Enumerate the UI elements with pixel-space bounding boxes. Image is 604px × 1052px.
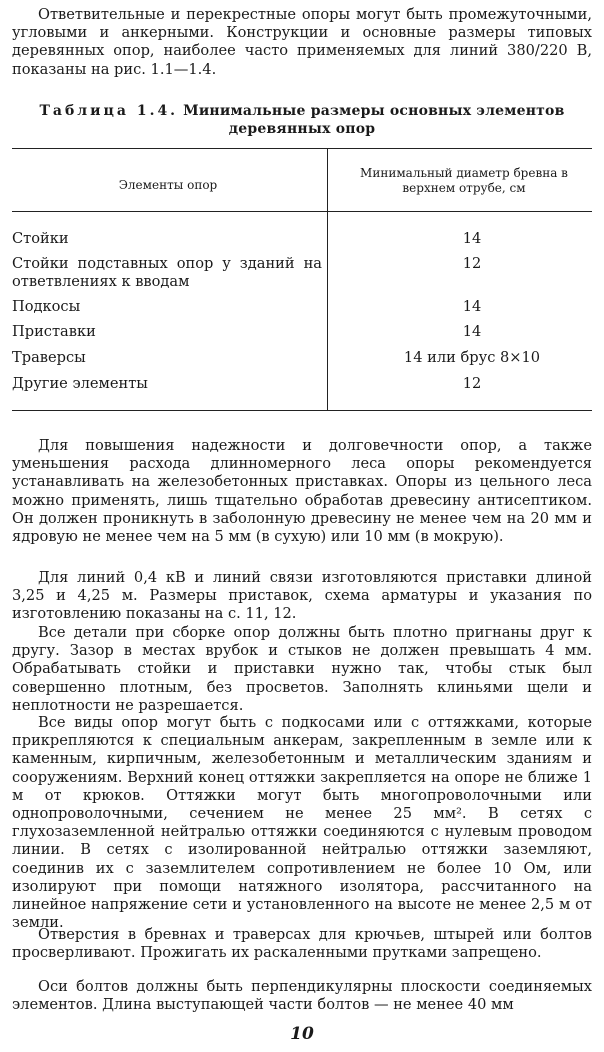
table-cell-element: Подкосы (12, 298, 81, 315)
body-paragraph: Отверстия в бревнах и траверсах для крючьев, штырей или болтов просверливают. Прожигать их раскаленными прутками запрещено. (12, 926, 592, 962)
table-cell-diameter: 14 (462, 323, 482, 340)
body-paragraph: Все виды опор могут быть с подкосами или с оттяжками, которые прикрепляются к специальным анкерам, закрепленным в земле или к каменным, кирпичным, железобетонным и металлическим зданиям и сооружениям. Верхний конец оттяжки закрепляется на опоре не ближе 1 м от крюков. Оттяжки могут быть многопроволочными или однопроволочными, сечением не менее 25 мм². В сетях с глухозаземленной нейтралью оттяжки соединяются с нулевым проводом линии. В сетях с изолированной нейтралью оттяжки заземляют, соединив их с заземлителем сопротивлением не более 10 Ом, или изолируют при помощи натяжного изолятора, рассчитанного на линейное напряжение сети и установленного на высоте не менее 2,5 м от земли. (12, 714, 592, 932)
table-caption (20, 102, 584, 138)
body-paragraph: Все детали при сборке опор должны быть плотно пригнаны друг к другу. Зазор в местах врубок и стыков не должен превышать 4 мм. Обрабатывать стойки и приставки нужно так, чтобы стык был совершенно плотным, без просветов. Заполнять клиньями щели и неплотности не разрешается. (12, 624, 592, 714)
table-header-diameter: Минимальный диаметр бревна в верхнем отрубе, см (360, 166, 568, 195)
intro-paragraph: Ответвительные и перекрестные опоры могут быть промежуточными, угловыми и анкерными. Конструкции и основные размеры типовых деревянных опор, наиболее часто применяемых для линий 380/220 В, показаны на рис. 1.1—1.4. (12, 6, 592, 78)
body-paragraph: Для повышения надежности и долговечности опор, а также уменьшения расхода длинномерного леса опоры рекомендуется устанавливать на железобетонных приставках. Опоры из цельного леса можно применять, лишь тщательно обработав древесину антисептиком. Он должен проникнуть в заболонную древесину не менее чем на 20 мм и ядровую не менее чем на 5 мм (в сухую) или 10 мм (в мокрую). (12, 437, 592, 546)
table-label: Таблица 1.4. (39, 103, 179, 119)
table-cell-diameter: 12 (462, 255, 482, 272)
table-header-rule (12, 211, 592, 212)
table-bottom-rule (12, 410, 592, 411)
table-cell-element: Траверсы (12, 349, 86, 366)
body-paragraph: Для линий 0,4 кВ и линий связи изготовляются приставки длиной 3,25 и 4,25 м. Размеры приставок, схема арматуры и указания по изготовлению показаны на с. 11, 12. (12, 569, 592, 623)
table-top-rule (12, 148, 592, 149)
table-cell-diameter: 12 (462, 375, 482, 392)
table-column-divider (327, 149, 328, 411)
table-cell-diameter: 14 (462, 230, 482, 247)
table-cell-diameter: 14 (462, 298, 482, 315)
table-cell-element: Приставки (12, 323, 96, 340)
table-header-elements: Элементы опор (118, 178, 218, 192)
table-cell-diameter: 14 или брус 8×10 (403, 349, 541, 366)
table-cell-element: Стойки (12, 230, 69, 247)
table-cell-element: Стойки подставных опор у зданий на ответвлениях к вводам (12, 255, 322, 290)
body-paragraph: Оси болтов должны быть перпендикулярны плоскости соединяемых элементов. Длина выступающей части болтов — не менее 40 мм (12, 978, 592, 1014)
table-title: Минимальные размеры основных элементов деревянных опор (183, 103, 565, 137)
page-number: 10 (290, 1024, 314, 1044)
table-cell-element: Другие элементы (12, 375, 148, 392)
